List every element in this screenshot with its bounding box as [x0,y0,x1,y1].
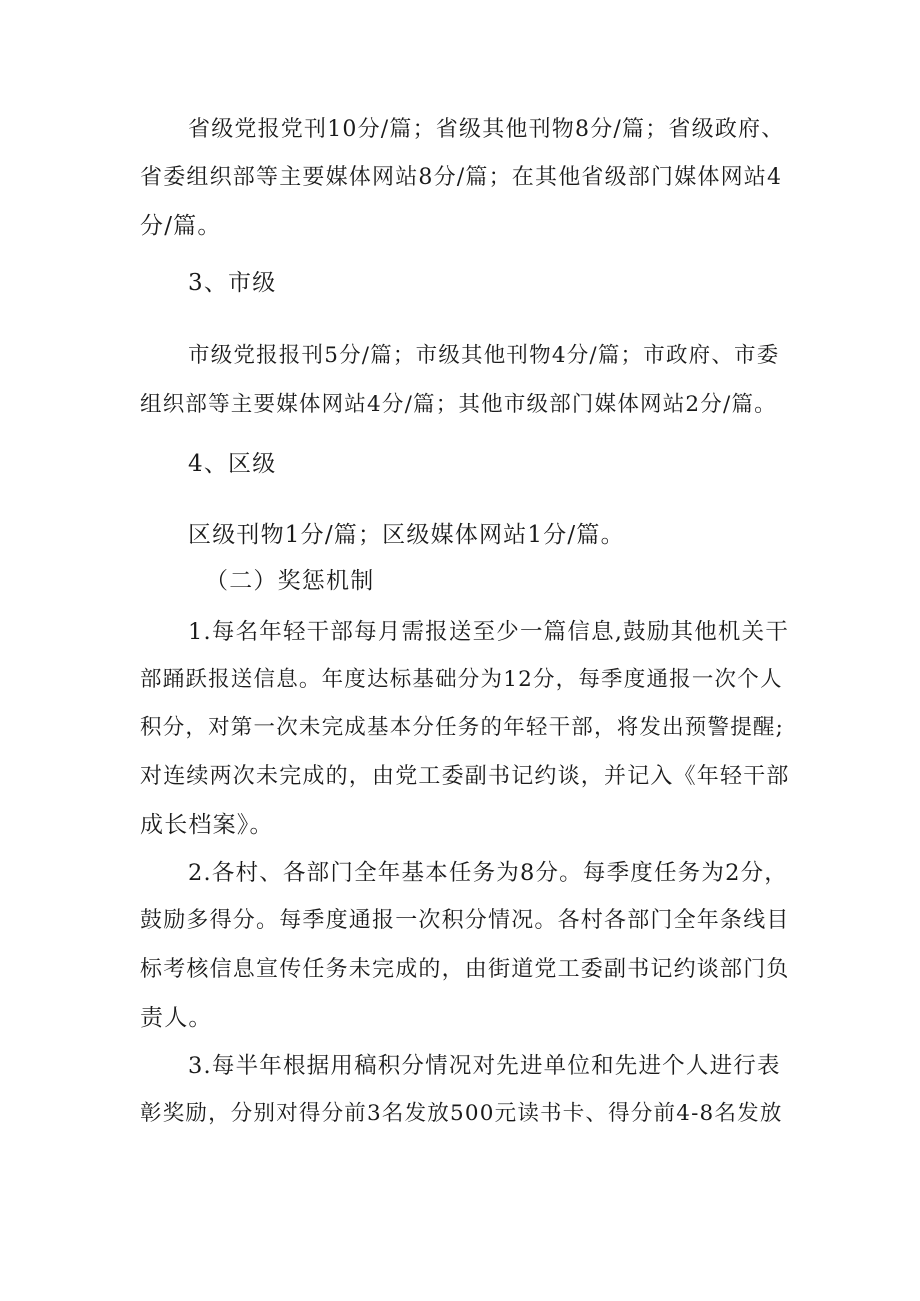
paragraph-line: 彰奖励，分别对得分前3名发放500元读书卡、得分前4-8名发放 [140,1101,783,1126]
paragraph-line: 责人。 [140,1005,213,1031]
paragraph-line: 省委组织部等主要媒体网站8分/篇；在其他省级部门媒体网站4 [140,165,783,190]
section-heading: （二）奖惩机制 [205,568,375,594]
paragraph-line: 3.每半年根据用稿积分情况对先进单位和先进个人进行表 [188,1053,781,1079]
paragraph-line: 积分，对第一次未完成基本分任务的年轻干部，将发出预警提醒; [140,715,785,740]
paragraph-line: 省级党报党刊10分/篇；省级其他刊物8分/篇；省级政府、 [188,117,785,142]
paragraph-line: 组织部等主要媒体网站4分/篇；其他市级部门媒体网站2分/篇。 [140,392,777,417]
paragraph-line: 部踊跃报送信息。年度达标基础分为12分，每季度通报一次个人 [140,667,783,692]
paragraph-line: 2.各村、各部门全年基本任务为8分。每季度任务为2分， [188,860,788,886]
paragraph-line: 1.每名年轻干部每月需报送至少一篇信息,鼓励其他机关干 [188,619,790,645]
section-heading: 4、区级 [188,451,277,477]
paragraph-line: 对连续两次未完成的，由党工委副书记约谈，并记入《年轻干部 [140,764,790,789]
paragraph-line: 区级刊物1分/篇；区级媒体网站1分/篇。 [188,522,625,548]
paragraph-line: 市级党报报刊5分/篇；市级其他刊物4分/篇；市政府、市委 [188,343,780,368]
paragraph-line: 鼓励多得分。每季度通报一次积分情况。各村各部门全年条线目 [140,908,790,933]
paragraph-line: 分/篇。 [140,213,222,239]
paragraph-line: 成长档案》。 [140,812,274,838]
paragraph-line: 标考核信息宣传任务未完成的，由街道党工委副书记约谈部门负 [140,957,790,982]
section-heading: 3、市级 [188,270,277,296]
